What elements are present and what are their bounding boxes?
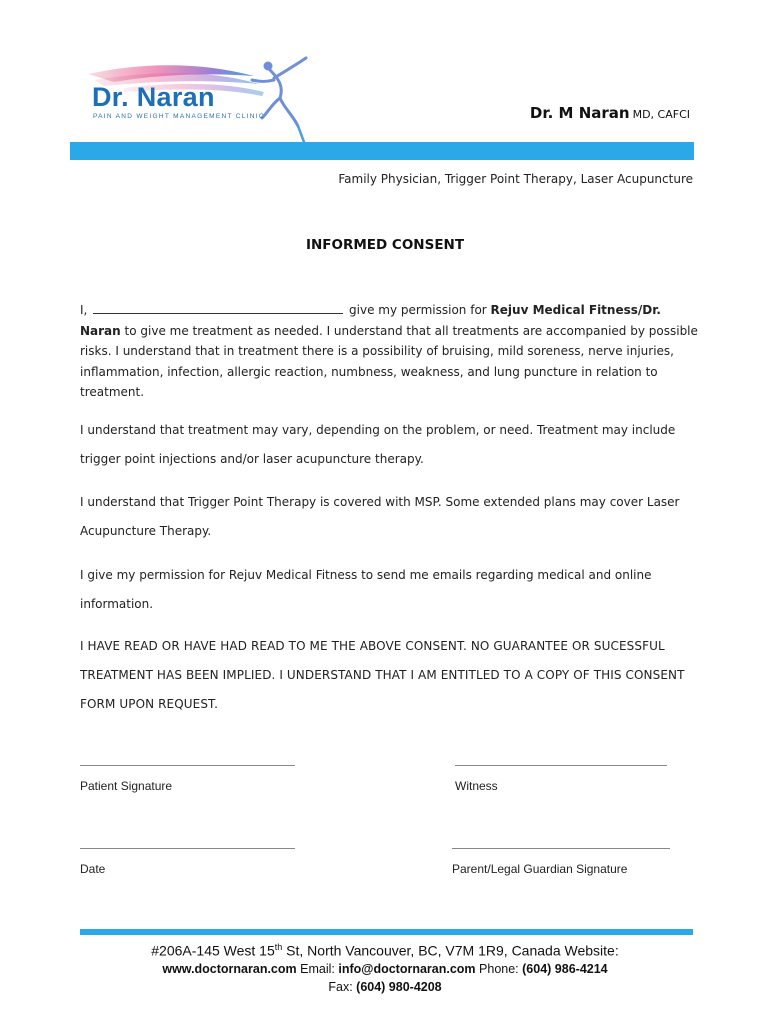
consent-prefix: I, xyxy=(80,303,88,317)
patient-signature-line[interactable] xyxy=(80,765,295,766)
email-label: Email: xyxy=(300,962,335,976)
patient-signature-label: Patient Signature xyxy=(80,779,173,793)
fax-number: (604) 980-4208 xyxy=(356,980,442,994)
consent-paragraph-1 xyxy=(80,300,700,403)
website-label: Website: xyxy=(564,942,619,959)
clinic-name-bold: Rejuv Medical Fitness/Dr. Naran xyxy=(80,303,661,338)
consent-permission-text: give my permission for xyxy=(349,303,487,317)
consent-risks-text: to give me treatment as needed. I understand that all treatments are accompanied by possible risks. I understand that in treatment there is a possibility of bruising, mild soreness, nerve injuries, inflammation, infection, allergic reaction, numbness, weakness, and lung puncture in relation to treatment. xyxy=(80,323,698,399)
footer-fax-line xyxy=(0,980,770,994)
doctor-specialty: Family Physician, Trigger Point Therapy, Laser Acupuncture xyxy=(338,172,693,186)
address-text-b: St, North Vancouver, BC, V7M 1R9, Canada xyxy=(282,942,561,959)
phone-number: (604) 986-4214 xyxy=(522,962,608,976)
footer-address-line xyxy=(0,942,770,959)
logo-name: Dr. Naran xyxy=(92,82,215,112)
date-label: Date xyxy=(80,862,106,876)
consent-paragraph-5: I HAVE READ OR HAVE HAD READ TO ME THE ABOVE CONSENT. NO GUARANTEE OR SUCESSFUL TREATMENT HAS BEEN IMPLIED. I UNDERSTAND THAT I AM ENTITLED TO A COPY OF THIS CONSENT FORM UPON REQUEST. xyxy=(80,639,685,711)
doctor-name xyxy=(530,104,690,122)
document-title: INFORMED CONSENT xyxy=(305,237,465,253)
witness-signature-line[interactable] xyxy=(455,765,667,766)
address-text-a: #206A-145 West 15 xyxy=(151,942,275,959)
guardian-signature-label: Parent/Legal Guardian Signature xyxy=(452,862,628,876)
address-ordinal: th xyxy=(274,942,283,952)
doctor-credentials: MD, CAFCI xyxy=(632,108,690,121)
footer-accent-bar xyxy=(80,929,693,935)
header-accent-bar xyxy=(70,142,694,160)
guardian-signature-line[interactable] xyxy=(452,848,670,849)
email-link[interactable]: info@doctornaran.com xyxy=(338,962,476,976)
consent-paragraph-2: I understand that treatment may vary, depending on the problem, or need. Treatment may include trigger point injections and/or laser acupuncture therapy. xyxy=(80,423,676,466)
doctor-name-text: Dr. M Naran xyxy=(529,104,630,122)
patient-name-blank[interactable] xyxy=(93,302,343,314)
consent-paragraph-3: I understand that Trigger Point Therapy is covered with MSP. Some extended plans may cover Laser Acupuncture Therapy. xyxy=(80,495,680,538)
consent-paragraph-4: I give my permission for Rejuv Medical Fitness to send me emails regarding medical and online information. xyxy=(80,568,652,611)
footer-contact-line xyxy=(0,962,770,976)
fax-label: Fax: xyxy=(328,980,353,994)
witness-signature-label: Witness xyxy=(455,779,498,793)
logo-tagline: PAIN AND WEIGHT MANAGEMENT CLINIC xyxy=(93,113,265,120)
phone-label: Phone: xyxy=(479,962,519,976)
date-line[interactable] xyxy=(80,848,295,849)
website-link[interactable]: www.doctornaran.com xyxy=(162,962,297,976)
